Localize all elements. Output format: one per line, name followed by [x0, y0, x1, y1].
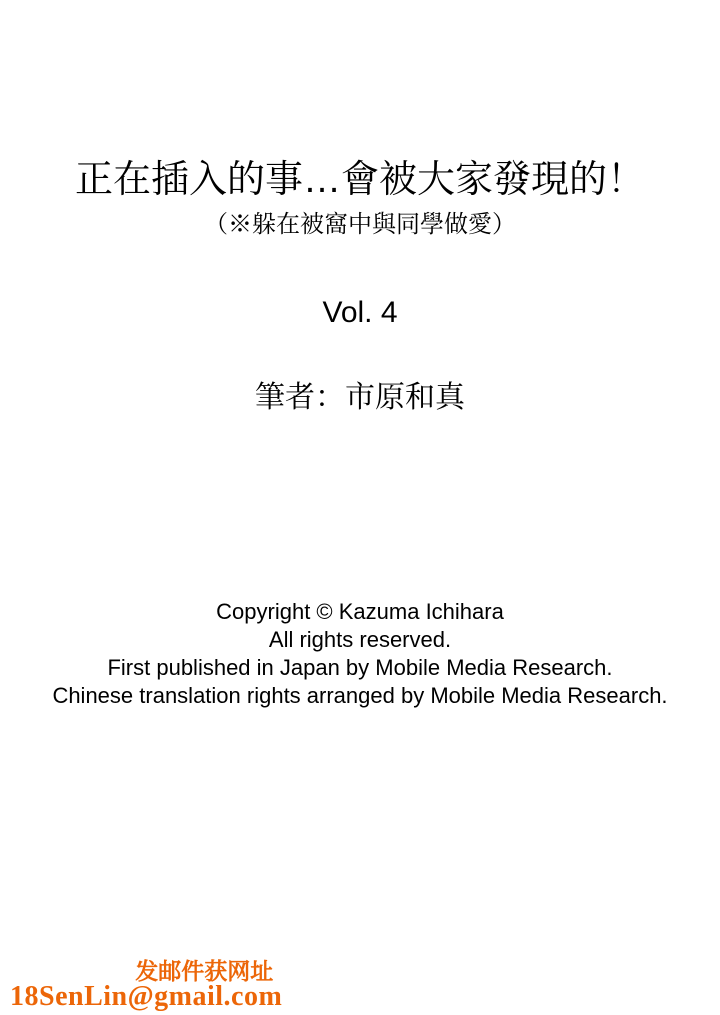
contact-note: 发邮件获网址 — [135, 959, 274, 984]
contact-block — [10, 959, 283, 1012]
copyright-line: First published in Japan by Mobile Media Research. — [107, 655, 613, 680]
copyright-line: Chinese translation rights arranged by Mobile Media Research. — [52, 683, 668, 708]
copyright-line: All rights reserved. — [268, 627, 452, 652]
copyright-block — [0, 598, 720, 710]
page-title: 正在插入的事…會被大家發現的！ — [74, 159, 645, 201]
author-line: 筆者：市原和真 — [255, 381, 465, 414]
volume-label: Vol. 4 — [322, 296, 398, 329]
copyright-line: Copyright © Kazuma Ichihara — [216, 599, 504, 624]
page-subtitle: （※躲在被窩中與同學做愛） — [204, 211, 516, 238]
contact-email: 18SenLin@gmail.com — [10, 981, 283, 1012]
